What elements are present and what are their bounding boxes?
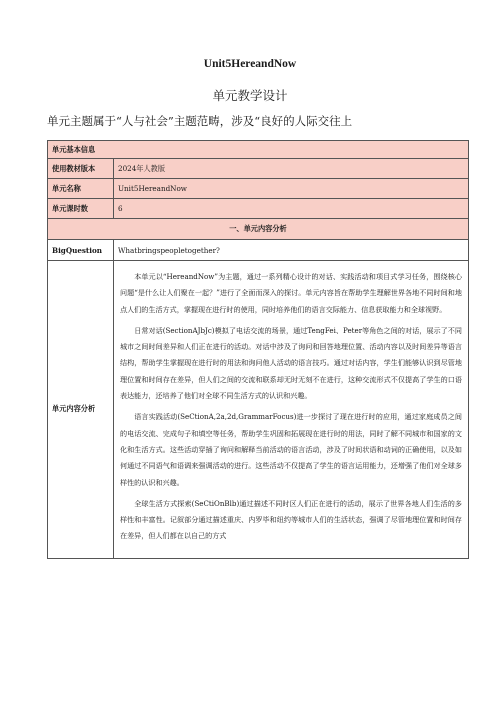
textbook-row [48, 159, 469, 179]
big-question-value: Whatbringspeopletogether? [114, 240, 469, 261]
analysis-paragraph: 语言实践活动(SeCtionA,2a,2d,GrammarFocus)进一步探讨了现在进行时的应用，通过家庭成员之间的电话交流、完成句子和填空等任务，帮助学生巩固和拓展现在进行时的用法，同时了解不同城市和国家的文化和生活方式。这些活动穿插了询问和解释当前活动的语言活动，涉及了时间状语和动词的正确使用，以及如何通过不同语气和语调来强调活动的进行。这些活动不仅提高了学生的语言运用能力，还增强了他们对全球多样性的认识和兴趣。 [120, 412, 462, 487]
analysis-paragraph: 全球生活方式探索(SeCtiOnBlb)通过描述不同时区人们正在进行的活动，展示了世界各地人们生活的多样性和丰富性。记叙部分通过描述重庆、内罗毕和纽约等城市人们的生活状态，强调了尽管地理位置和时间存在差异，但人们都在以自己的方式 [120, 498, 462, 541]
basic-info-header-row [48, 141, 469, 159]
section-title: 一、单元内容分析 [48, 219, 469, 240]
unit-name-label: 单元名称 [48, 179, 114, 199]
big-question-row [48, 240, 469, 261]
analysis-paragraph: 日常对话(SectionAJbJc)模拟了电话交流的场景，通过TengFei、Peter等角色之间的对话，展示了不同城市之间时间差异和人们正在进行的活动。对话中涉及了询问和回答地理位置、活动内容以及时间差异等语言结构，帮助学生掌握现在进行时的用法和询问他人活动的语言技巧。通过对话内容，学生们能够认识到尽管地理位置和时间存在差异，但人们之间的交流和联系却无时无刻不在进行，这种交流形式不仅提高了学生的口语表达能力，还培养了他们对全球不同生活方式的认识和兴趣。 [120, 325, 462, 401]
hours-label: 单元课时数 [48, 199, 114, 219]
basic-info-label: 单元基本信息 [48, 141, 469, 159]
unit-name-row [48, 179, 469, 199]
intro-text: 单元主题属于“人与社会”主题范畴，涉及“良好的人际交往上 [47, 114, 353, 128]
analysis-paragraph: 本单元以“HereandNow”为主题，通过一系列精心设计的对话、实践活动和项目式学习任务，围绕核心问题“是什么让人们聚在一起？”进行了全面而深入的探讨。单元内容旨在帮助学生理解世界各地不同时间和地点人们的生活方式，掌握现在进行时的使用，同时培养他们的语言交际能力、信息获取能力和全球视野。 [120, 272, 462, 314]
section-header-row [48, 219, 469, 240]
analysis-content [114, 261, 469, 559]
textbook-label: 使用教材版本 [48, 159, 114, 179]
document-title: 单元教学设计 [212, 88, 288, 103]
big-question-label: BigQuestion [48, 240, 114, 261]
unit-title: Unit5HereandNow [203, 58, 297, 70]
textbook-value: 2024年人教版 [114, 159, 469, 179]
analysis-row [48, 261, 469, 559]
hours-value: 6 [114, 199, 469, 219]
unit-name-value: Unit5HereandNow [114, 179, 469, 199]
unit-info-table [47, 140, 469, 559]
analysis-label: 单元内容分析 [48, 261, 114, 559]
hours-row [48, 199, 469, 219]
